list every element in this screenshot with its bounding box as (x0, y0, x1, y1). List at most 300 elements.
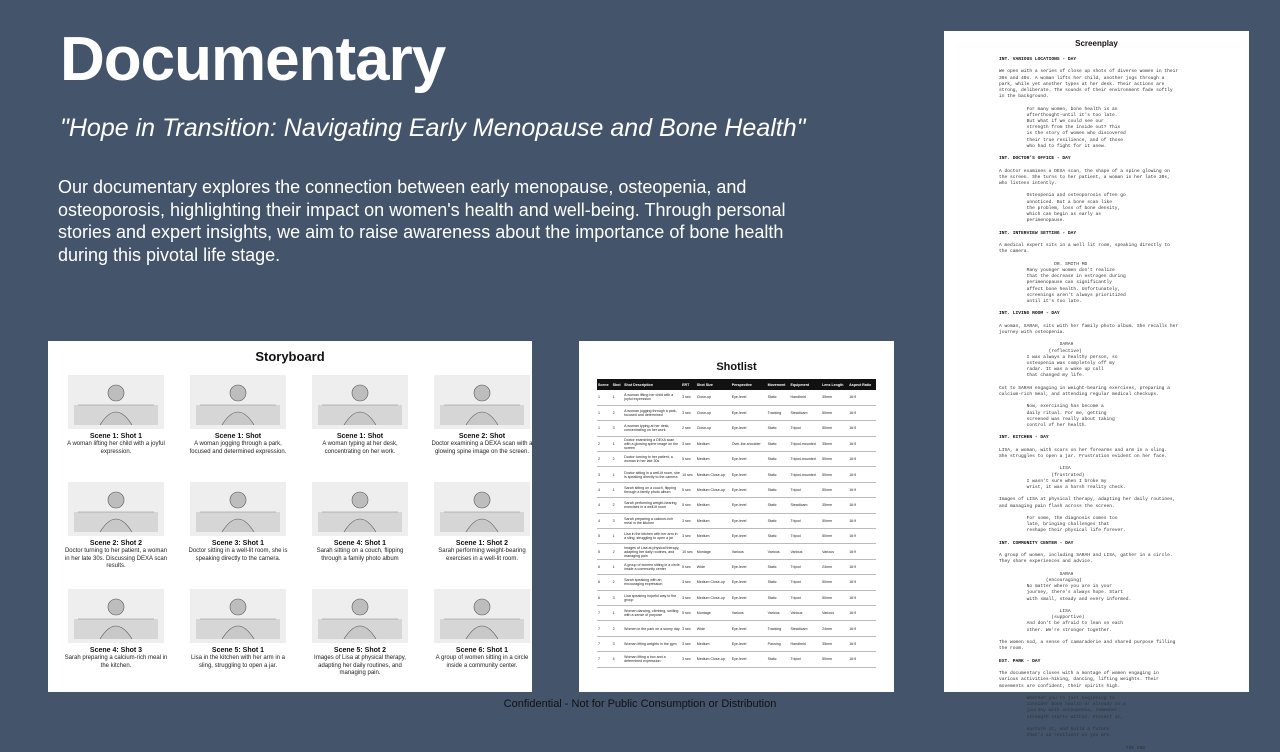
shotlist-cell: Eye-level (731, 513, 767, 528)
shotlist-cell: Various (731, 605, 767, 620)
storyboard-scene-label: Scene 5: Shot 2 (333, 647, 387, 654)
screenplay-line: A woman, SARAH, sits with her family photo album. She recalls her (999, 323, 1179, 329)
shotlist-cell: 1 (597, 405, 612, 420)
shotlist-cell: Eye-level (731, 559, 767, 574)
storyboard-scene (308, 482, 412, 585)
storyboard-scene-label: Scene 1: Shot 2 (455, 540, 509, 547)
shotlist-cell: 35mm (821, 636, 848, 651)
shotlist-cell: 3 sec (681, 405, 696, 420)
screenplay-line: journey with osteopenia, remember: (999, 708, 1121, 714)
shotlist-cell: 16:9 (848, 498, 876, 513)
screenplay-scene-heading: INT. LIVING ROOM - DAY (999, 311, 1060, 317)
shotlist-cell: Tripod (790, 652, 822, 667)
storyboard-scene-label: Scene 1: Shot (214, 433, 262, 440)
shotlist-cell: Medium Close-up (696, 652, 731, 667)
screenplay-scene-heading: EXT. PARK - DAY (999, 658, 1041, 664)
screenplay-line: (supportive) (999, 615, 1085, 621)
screenplay-line: daily ritual. For me, getting (999, 410, 1107, 416)
shotlist-cell: Woman lifting a box and a determined expression (623, 652, 681, 667)
storyboard-scene-label: Scene 1: Shot 1 (89, 433, 143, 440)
screenplay-line: consider bone health or already on a (999, 702, 1126, 708)
shotlist-cell: 1 (612, 529, 624, 544)
shotlist-cell: 7 (597, 621, 612, 636)
screenplay-line: osteopenia was completely off my (999, 360, 1115, 366)
shotlist-cell: Lisa speaking hopeful way to the group (623, 590, 681, 605)
screenplay-line: is the story of women who discovered (999, 131, 1126, 137)
shotlist-cell: 1 (612, 482, 624, 497)
shotlist-cell: Static (767, 452, 790, 467)
shotlist-cell: 3 sec (681, 652, 696, 667)
shotlist-cell: Handheld (790, 636, 822, 651)
screenplay-line: LISA, a woman, with scars on her forearms and arm in a sling. (999, 447, 1168, 453)
screenplay-line: But what if we could see our (999, 119, 1104, 125)
shotlist-column-header: Scene (597, 379, 612, 390)
storyboard-scene (186, 589, 290, 692)
shotlist-cell: Women in the park on a sunny day (623, 621, 681, 636)
shotlist-cell: 16:9 (848, 605, 876, 620)
shotlist-cell: 1 (612, 605, 624, 620)
shotlist-cell: Women dancing, climbing, smiling with a sense of purpose (623, 605, 681, 620)
storyboard-title: Storyboard (255, 349, 325, 364)
shotlist-cell: Sarah speaking with an encouraging expression (623, 575, 681, 590)
screenplay-line: the screen. She turns to her patient, a woman in her late 30s, (999, 174, 1170, 180)
shotlist-cell: 50mm (821, 467, 848, 482)
storyboard-scene-description: A group of women sitting in a circle inside a community center. (435, 655, 529, 669)
shotlist-cell: A group of women sitting in a circle inside a community center (623, 559, 681, 574)
storyboard-scene-description: Lisa in the kitchen with her arm in a sling, struggling to open a jar. (190, 655, 286, 669)
shotlist-cell: 50mm (821, 513, 848, 528)
shotlist-cell: Various (790, 544, 822, 559)
shotlist-cell: Static (767, 498, 790, 513)
shotlist-cell: Various (767, 544, 790, 559)
screenplay-line: A medical expert sits in a well lit room, speaking directly to (999, 243, 1170, 249)
shotlist-cell: Tripod (790, 513, 822, 528)
shotlist-row (597, 652, 876, 667)
shotlist-cell: Various (767, 605, 790, 620)
shotlist-cell: Doctor sitting in a well-lit room, she is speaking directly to the camera (623, 467, 681, 482)
shotlist-cell: A woman jogging through a park, focused and determined (623, 405, 681, 420)
screenplay-line: The documentary closes with a montage of women engaging in (999, 671, 1159, 677)
screenplay-line: with small, steady and every informed. (999, 596, 1132, 602)
screenplay-line: Whether you're just beginning to (999, 695, 1115, 701)
shotlist-cell: 3 sec (681, 575, 696, 590)
screenplay-line: until it's too late. (999, 298, 1082, 304)
shotlist-cell: 3 sec (681, 390, 696, 405)
shotlist-cell: Doctor turning to her patient, a woman in her late 30s (623, 452, 681, 467)
slide-title: Documentary (60, 25, 446, 94)
shotlist-cell: Static (767, 482, 790, 497)
storyboard-scene-description: Doctor sitting in a well-lit room, she is speaking directly to the camera. (188, 548, 288, 562)
screenplay-line: that's as resilient as you are. (999, 733, 1113, 739)
shotlist-cell: 2 sec (681, 421, 696, 436)
shotlist-cell: Tracking (767, 621, 790, 636)
shotlist-cell: 16:9 (848, 559, 876, 574)
storyboard-sketch-image (312, 589, 408, 643)
shotlist-cell: 50mm (821, 652, 848, 667)
screenplay-line: Osteopenia and osteoporosis often go (999, 193, 1126, 199)
screenplay-line: affect bone health. Unfortunately, (999, 286, 1121, 292)
screenplay-scene-heading: INT. COMMUNITY CENTER - DAY (999, 540, 1074, 546)
storyboard-scene (64, 375, 168, 478)
shotlist-cell: Doctor examining a DEXA scan with a glowing spine image on the screen (623, 436, 681, 451)
storyboard-scene-description: Sarah performing weight-bearing exercises in a well-lit room. (438, 548, 526, 562)
shotlist-cell: 1 (612, 467, 624, 482)
shotlist-column-header: Movement (767, 379, 790, 390)
shotlist-cell: Medium Close-up (696, 467, 731, 482)
screenplay-line: unnoticed. But a bone scan like (999, 199, 1113, 205)
screenplay-line: perimenopause. (999, 218, 1066, 224)
storyboard-grid (64, 375, 533, 692)
screenplay-line: SARAH (999, 342, 1074, 348)
shotlist-cell: Static (767, 390, 790, 405)
storyboard-scene-label: Scene 5: Shot 1 (211, 647, 265, 654)
shotlist-cell: Eye-level (731, 652, 767, 667)
shotlist-cell: 3 sec (681, 636, 696, 651)
shotlist-panel (579, 341, 894, 692)
shotlist-cell: 7 (597, 605, 612, 620)
shotlist-cell: 6 (597, 590, 612, 605)
shotlist-cell: 50mm (821, 482, 848, 497)
shotlist-cell: Tripod-mounted (790, 436, 822, 451)
shotlist-cell: 2 (597, 436, 612, 451)
shotlist-cell: 1 (597, 421, 612, 436)
shotlist-cell: 4 (597, 513, 612, 528)
shotlist-table (597, 379, 876, 668)
shotlist-cell: 16:9 (848, 405, 876, 420)
storyboard-scene-description: Sarah sitting on a couch, flipping through a family photo album (316, 548, 404, 562)
shotlist-cell: Static (767, 575, 790, 590)
shotlist-cell: 5 sec (681, 559, 696, 574)
shotlist-cell: Tracking (767, 405, 790, 420)
shotlist-cell: Montage (696, 605, 731, 620)
shotlist-cell: 16:9 (848, 513, 876, 528)
shotlist-cell: 35mm (821, 436, 848, 451)
screenplay-line: She struggles to open a jar. Frustration evident on her face. (999, 454, 1168, 459)
shotlist-cell: Steadicam (790, 405, 822, 420)
screenplay-line: and managing pain flash across the screen. (999, 503, 1115, 509)
screenplay-scene-heading: INT. INTERVIEW SETTING - DAY (999, 230, 1077, 236)
storyboard-scene (308, 589, 412, 692)
shotlist-cell: 16:9 (848, 452, 876, 467)
shotlist-row (597, 636, 876, 651)
screenplay-line: screened was really about taking (999, 416, 1115, 422)
shotlist-row (597, 405, 876, 420)
shotlist-cell: 16:9 (848, 529, 876, 544)
shotlist-cell: Close-up (696, 390, 731, 405)
shotlist-cell: 50mm (821, 405, 848, 420)
shotlist-column-header: Shot Size (696, 379, 731, 390)
shotlist-cell: 5 sec (681, 605, 696, 620)
shotlist-cell: 3 (597, 467, 612, 482)
shotlist-column-header: Equipment (790, 379, 822, 390)
storyboard-sketch-image (190, 375, 286, 429)
screenplay-line: DR. SMITH MD (999, 261, 1088, 267)
shotlist-cell: 5 sec (681, 498, 696, 513)
shotlist-cell: Sarah preparing a calcium-rich meal in the kitchen (623, 513, 681, 528)
shotlist-cell: 2 (597, 452, 612, 467)
shotlist-column-header: Perspective (731, 379, 767, 390)
shotlist-column-header: Shot (612, 379, 624, 390)
shotlist-cell: 2 (612, 544, 624, 559)
shotlist-cell: 2 (612, 452, 624, 467)
shotlist-row (597, 559, 876, 574)
screenplay-line: 30s and 40s. A woman lifts her child, another jogs through a (999, 75, 1165, 81)
storyboard-scene-label: Scene 1: Shot (336, 433, 384, 440)
shotlist-cell: 5 sec (681, 452, 696, 467)
screenplay-line: journey with osteopenia. (999, 329, 1066, 335)
shotlist-cell: Over-the-shoulder (731, 436, 767, 451)
shotlist-cell: Sarah performing weight-bearing exercises in a well-lit room (623, 498, 681, 513)
shotlist-cell: 50mm (821, 529, 848, 544)
screenplay-line: For many women, bone health is an (999, 106, 1118, 112)
storyboard-scene-description: Sarah preparing a calcium-rich meal in the kitchen. (64, 655, 168, 669)
screenplay-line: late, bringing challenges that (999, 522, 1110, 528)
shotlist-column-header: Aspect Ratio (848, 379, 876, 390)
shotlist-cell: Various (790, 605, 822, 620)
shotlist-row (597, 605, 876, 620)
shotlist-cell: Steadicam (790, 498, 822, 513)
shotlist-cell: Medium (696, 436, 731, 451)
storyboard-sketch-image (434, 375, 530, 429)
shotlist-cell: 50mm (821, 452, 848, 467)
screenplay-line: other. We're stronger together. (999, 627, 1113, 633)
shotlist-cell: Tripod (790, 575, 822, 590)
shotlist-body (597, 390, 876, 667)
shotlist-row (597, 513, 876, 528)
shotlist-cell: Medium (696, 452, 731, 467)
storyboard-scene-description: A woman lifting her child with a joyful expression. (67, 441, 165, 455)
shotlist-cell: Medium Close-up (696, 590, 731, 605)
shotlist-cell: Eye-level (731, 482, 767, 497)
shotlist-cell: Eye-level (731, 498, 767, 513)
screenplay-line: journey, there's always hope. Start (999, 590, 1124, 596)
shotlist-column-header: ERT (681, 379, 696, 390)
shotlist-cell: 16:9 (848, 390, 876, 405)
shotlist-column-header: Shot Description (623, 379, 681, 390)
storyboard-sketch-image (68, 375, 164, 429)
storyboard-scene (430, 375, 534, 478)
storyboard-scene (308, 375, 412, 478)
screenplay-line: Cut to SARAH engaging in weight-bearing exercises, preparing a (999, 385, 1170, 391)
shotlist-cell: Lisa in the kitchen with her arm in a sling, struggling to open a jar (623, 529, 681, 544)
shotlist-cell: Static (767, 529, 790, 544)
shotlist-cell: 16:9 (848, 421, 876, 436)
shotlist-cell: 1 (597, 390, 612, 405)
screenplay-line: their true resilience, and of those (999, 137, 1124, 143)
shotlist-cell: Tripod-mounted (790, 452, 822, 467)
shotlist-cell: Medium Close-up (696, 575, 731, 590)
storyboard-sketch-image (68, 589, 164, 643)
screenplay-line: who had to fight for it anew. (999, 143, 1107, 149)
storyboard-scene (64, 589, 168, 692)
shotlist-cell: Close-up (696, 405, 731, 420)
shotlist-cell: Montage (696, 544, 731, 559)
shotlist-row (597, 498, 876, 513)
shotlist-row (597, 621, 876, 636)
shotlist-cell: 6 (597, 575, 612, 590)
screenplay-line: (frustrated) (999, 472, 1085, 478)
shotlist-cell: 3 sec (681, 621, 696, 636)
shotlist-cell: 50mm (821, 575, 848, 590)
shotlist-cell: 10 sec (681, 467, 696, 482)
screenplay-line: SARAH (999, 571, 1074, 577)
screenplay-line: Now, exercising has become a (999, 404, 1104, 410)
shotlist-cell: Eye-level (731, 529, 767, 544)
shotlist-cell: A woman typing at her desk, concentrating on her work (623, 421, 681, 436)
shotlist-cell: 10 sec (681, 544, 696, 559)
shotlist-cell: Eye-level (731, 421, 767, 436)
screenplay-line: strength starts within. Protect it, (999, 714, 1124, 720)
screenplay-line: I wasn't sure when I broke my (999, 478, 1107, 484)
screenplay-line: which can begin as early as (999, 212, 1101, 218)
shotlist-row (597, 544, 876, 559)
shotlist-cell: 3 sec (681, 513, 696, 528)
storyboard-scene-label: Scene 2: Shot (458, 433, 506, 440)
screenplay-line: calcium-rich meal, and attending regular medical checkups. (999, 391, 1159, 397)
screenplay-line: park, while yet another types at her desk. Their actions are (999, 81, 1165, 87)
screenplay-line: perimenopause can significantly (999, 280, 1113, 286)
shotlist-cell: 5 (597, 529, 612, 544)
shotlist-cell: Static (767, 467, 790, 482)
shotlist-row (597, 421, 876, 436)
screenplay-line: that the decrease in estrogen during (999, 274, 1126, 280)
confidential-footer: Confidential - Not for Public Consumption or Distribution (503, 698, 777, 710)
storyboard-scene-label: Scene 3: Shot 1 (211, 540, 265, 547)
screenplay-line: the room. (999, 646, 1024, 652)
storyboard-scene (186, 375, 290, 478)
shotlist-cell: 24mm (821, 621, 848, 636)
slide-body-text: Our documentary explores the connection between early menopause, osteopenia, and osteoporosis, highlighting their impact on women's health and well-being. Through personal stories and expert insights, we aim to raise awareness about the importance of bone health during this pivotal life stage. (58, 177, 786, 265)
shotlist-row (597, 590, 876, 605)
shotlist-cell: 16:9 (848, 621, 876, 636)
shotlist-cell: Eye-level (731, 390, 767, 405)
screenplay-line: Images of LISA at physical therapy, adapting her daily routines, (999, 497, 1176, 503)
screenplay-line: A doctor examines a DEXA scan, the shape of a spine glowing on (999, 168, 1170, 174)
shotlist-cell: Various (821, 544, 848, 559)
shotlist-cell: Various (821, 605, 848, 620)
screenplay-scene-heading: INT. DOCTOR'S OFFICE - DAY (999, 156, 1071, 162)
shotlist-cell: 16:9 (848, 544, 876, 559)
shotlist-header-row (597, 379, 876, 390)
screenplay-line: reshape their physical life forever. (999, 528, 1126, 534)
storyboard-scene-description: Images of Lisa at physical therapy, adapting her daily routines, and managing pain. (314, 655, 406, 676)
shotlist-cell: Static (767, 513, 790, 528)
shotlist-cell: Medium (696, 529, 731, 544)
shotlist-cell: Static (767, 421, 790, 436)
shotlist-cell: Tripod (790, 529, 822, 544)
shotlist-row (597, 575, 876, 590)
shotlist-cell: Handheld (790, 390, 822, 405)
shotlist-cell: 24mm (821, 559, 848, 574)
shotlist-cell: Tripod (790, 421, 822, 436)
storyboard-sketch-image (312, 375, 408, 429)
shotlist-cell: Steadicam (790, 621, 822, 636)
screenplay-line: movements are confident, their spirits high. (999, 683, 1121, 689)
storyboard-sketch-image (312, 482, 408, 536)
screenplay-line: LISA (999, 466, 1071, 472)
screenplay-line: nurture it, and build a future (999, 726, 1110, 732)
storyboard-sketch-image (190, 589, 286, 643)
storyboard-scene-label: Scene 6: Shot 1 (455, 647, 509, 654)
screenplay-line: For some, the diagnosis comes too (999, 516, 1118, 522)
storyboard-sketch-image (434, 482, 530, 536)
screenplay-line: (encouraging) (999, 578, 1082, 584)
shotlist-cell: Static (767, 652, 790, 667)
shotlist-cell: Wide (696, 621, 731, 636)
storyboard-scene-description: A woman typing at her desk, concentrating on her work. (322, 441, 398, 455)
shotlist-cell: Eye-level (731, 575, 767, 590)
screenplay-line: the problem, loss of bone density, (999, 205, 1121, 211)
storyboard-scene-label: Scene 2: Shot 2 (89, 540, 143, 547)
shotlist-cell: 6 (597, 559, 612, 574)
storyboard-sketch-image (68, 482, 164, 536)
screenplay-line: wrist, it was a harsh reality check. (999, 485, 1126, 491)
storyboard-scene (430, 589, 534, 692)
storyboard-sketch-image (190, 482, 286, 536)
shotlist-cell: 3 (612, 421, 624, 436)
screenplay-title: Screenplay (1075, 39, 1118, 48)
shotlist-cell: 1 (612, 436, 624, 451)
shotlist-cell: 4 (597, 498, 612, 513)
shotlist-row (597, 436, 876, 451)
shotlist-cell: Static (767, 590, 790, 605)
storyboard-panel (48, 341, 532, 692)
storyboard-scene-label: Scene 4: Shot 1 (333, 540, 387, 547)
screenplay-scene-heading: INT. VARIOUS LOCATIONS - DAY (999, 57, 1077, 62)
shotlist-cell: Medium (696, 513, 731, 528)
shotlist-cell: 3 sec (681, 529, 696, 544)
screenplay-line: And don't be afraid to lean on each (999, 621, 1124, 627)
screenplay-line: Many younger women don't realize (999, 267, 1115, 273)
shotlist-cell: 2 (612, 575, 624, 590)
shotlist-cell: 5 (597, 544, 612, 559)
screenplay-line: that changed my life. (999, 373, 1085, 379)
shotlist-cell: Eye-level (731, 467, 767, 482)
shotlist-cell: 16:9 (848, 436, 876, 451)
shotlist-cell: Static (767, 436, 790, 451)
shotlist-cell: 2 (612, 498, 624, 513)
shotlist-row (597, 467, 876, 482)
shotlist-cell: Eye-level (731, 452, 767, 467)
shotlist-cell: A woman lifting her child with a joyful expression (623, 390, 681, 405)
shotlist-cell: 7 (597, 636, 612, 651)
shotlist-cell: 35mm (821, 390, 848, 405)
screenplay-line: No matter where you are in your (999, 584, 1113, 590)
shotlist-cell: 16:9 (848, 652, 876, 667)
shotlist-cell: 4 (597, 482, 612, 497)
shotlist-cell: 16:9 (848, 482, 876, 497)
screenplay-line: strength from the inside out? This (999, 125, 1121, 131)
slide-subtitle: "Hope in Transition: Navigating Early Menopause and Bone Health" (60, 114, 806, 142)
storyboard-scene (186, 482, 290, 585)
shotlist-cell: 4 (612, 652, 624, 667)
screenplay-line: various activities-hiking, dancing, lifting weights. Their (999, 677, 1159, 683)
shotlist-cell: Close-up (696, 421, 731, 436)
screenplay-scene-heading: INT. KITCHEN - DAY (999, 435, 1049, 441)
storyboard-scene (64, 482, 168, 585)
shotlist-cell: 35mm (821, 498, 848, 513)
shotlist-title: Shotlist (716, 361, 757, 373)
shotlist-cell: 16:9 (848, 636, 876, 651)
storyboard-scene-description: A woman jogging through a park, focused and determined expression. (189, 441, 287, 455)
shotlist-cell: Woman lifting weights in the gym (623, 636, 681, 651)
shotlist-cell: Tripod-mounted (790, 467, 822, 482)
screenplay-line: strong, deliberate. The sounds of their environment fade softly (999, 88, 1173, 94)
screenplay-line: We open with a series of close up shots of diverse women in their (999, 69, 1179, 75)
storyboard-scene-label: Scene 4: Shot 3 (89, 647, 143, 654)
shotlist-cell: 50mm (821, 421, 848, 436)
screenplay-line: afterthought-until it's too late. (999, 112, 1118, 118)
